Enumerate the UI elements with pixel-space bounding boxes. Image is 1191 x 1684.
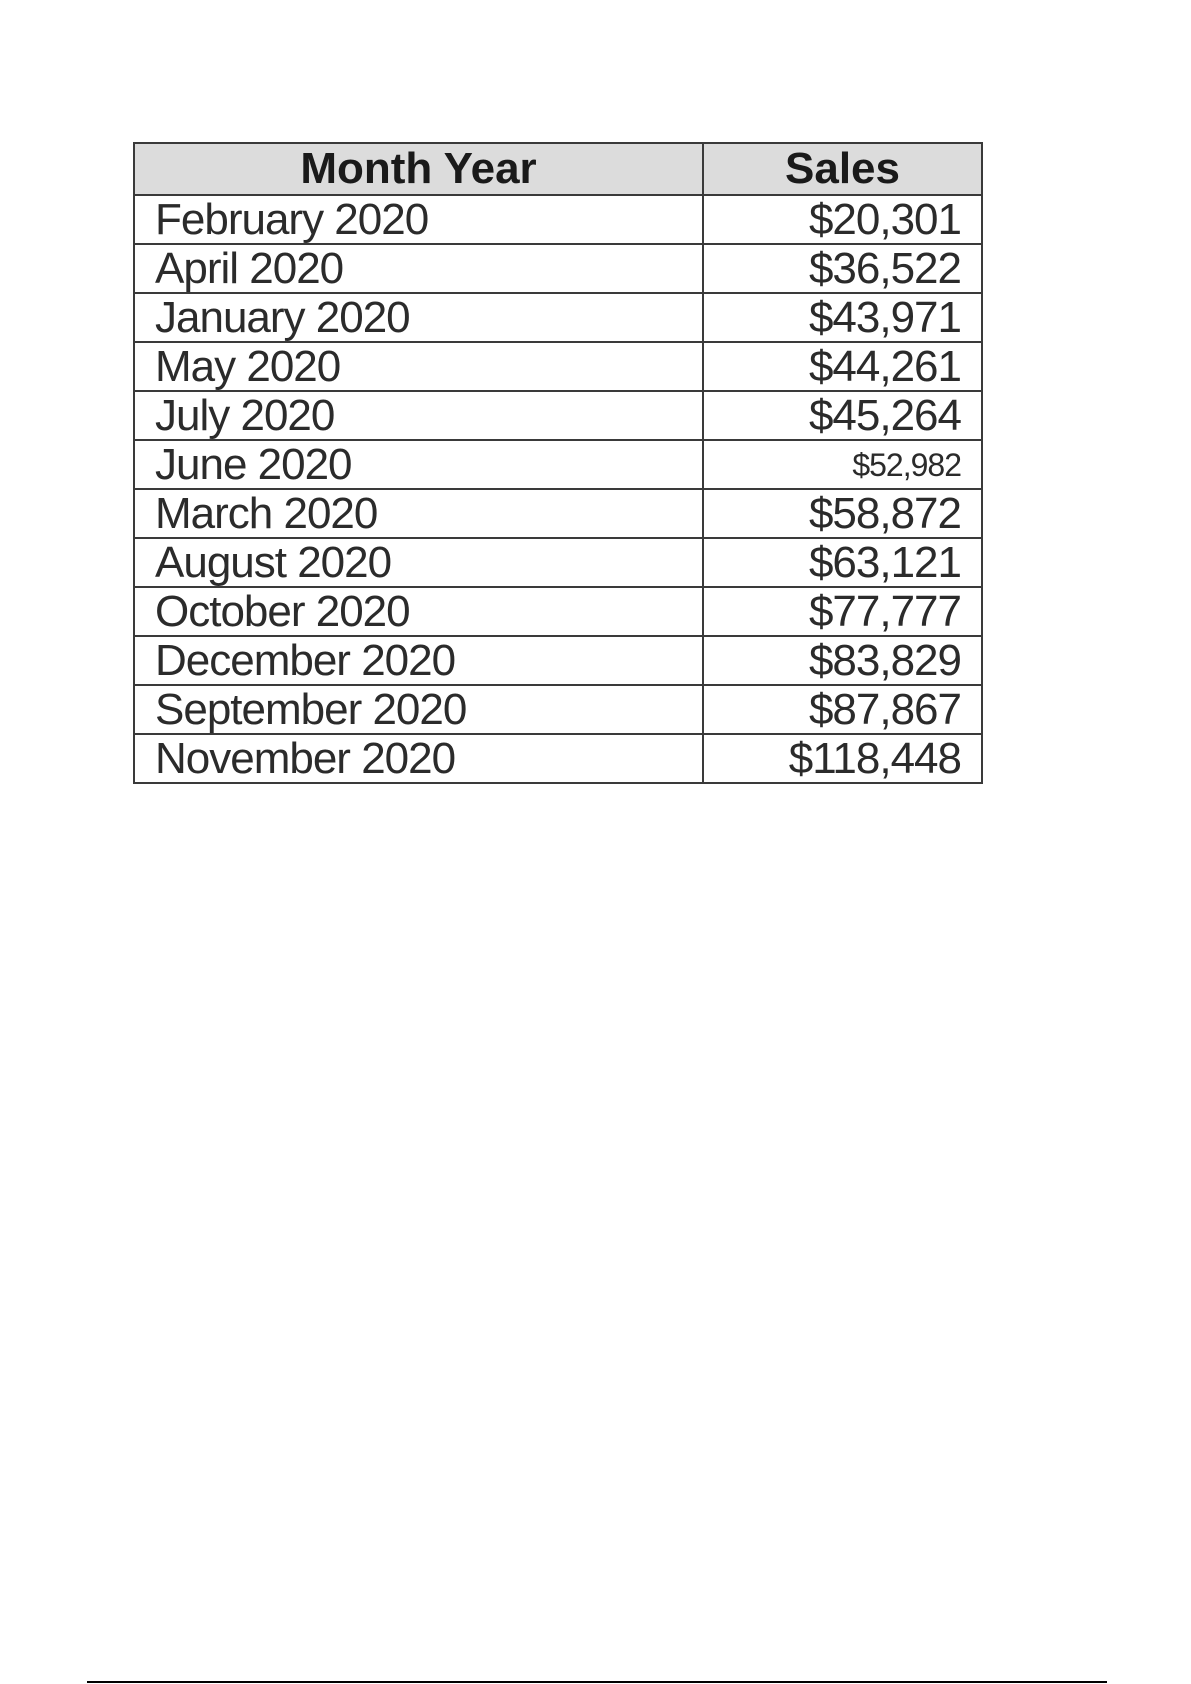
table-row — [134, 244, 982, 293]
table-row — [134, 195, 982, 244]
month-cell: February 2020 — [134, 195, 703, 244]
month-year-header: Month Year — [134, 143, 703, 195]
sales-cell: $77,777 — [703, 587, 982, 636]
month-cell: March 2020 — [134, 489, 703, 538]
sales-cell: $43,971 — [703, 293, 982, 342]
sales-cell: $118,448 — [703, 734, 982, 783]
month-cell: July 2020 — [134, 391, 703, 440]
table-header — [134, 143, 982, 195]
sales-cell: $58,872 — [703, 489, 982, 538]
sales-cell: $63,121 — [703, 538, 982, 587]
table-row — [134, 342, 982, 391]
sales-cell: $83,829 — [703, 636, 982, 685]
month-cell: January 2020 — [134, 293, 703, 342]
table-row — [134, 391, 982, 440]
month-cell: October 2020 — [134, 587, 703, 636]
month-cell: June 2020 — [134, 440, 703, 489]
month-cell: April 2020 — [134, 244, 703, 293]
sales-cell: $52,982 — [703, 440, 982, 489]
table-row — [134, 293, 982, 342]
sales-cell: $45,264 — [703, 391, 982, 440]
sales-cell: $44,261 — [703, 342, 982, 391]
table-row — [134, 734, 982, 783]
header-row — [134, 143, 982, 195]
sales-cell: $20,301 — [703, 195, 982, 244]
table-row — [134, 489, 982, 538]
table-row — [134, 587, 982, 636]
table-row — [134, 636, 982, 685]
month-cell: December 2020 — [134, 636, 703, 685]
month-cell: August 2020 — [134, 538, 703, 587]
sales-cell: $36,522 — [703, 244, 982, 293]
sales-cell: $87,867 — [703, 685, 982, 734]
table-row — [134, 440, 982, 489]
table-body — [134, 195, 982, 783]
month-cell: September 2020 — [134, 685, 703, 734]
sales-table — [133, 142, 983, 784]
table-row — [134, 538, 982, 587]
sales-header: Sales — [703, 143, 982, 195]
table-row — [134, 685, 982, 734]
footer-divider — [87, 1681, 1107, 1683]
month-cell: November 2020 — [134, 734, 703, 783]
month-cell: May 2020 — [134, 342, 703, 391]
